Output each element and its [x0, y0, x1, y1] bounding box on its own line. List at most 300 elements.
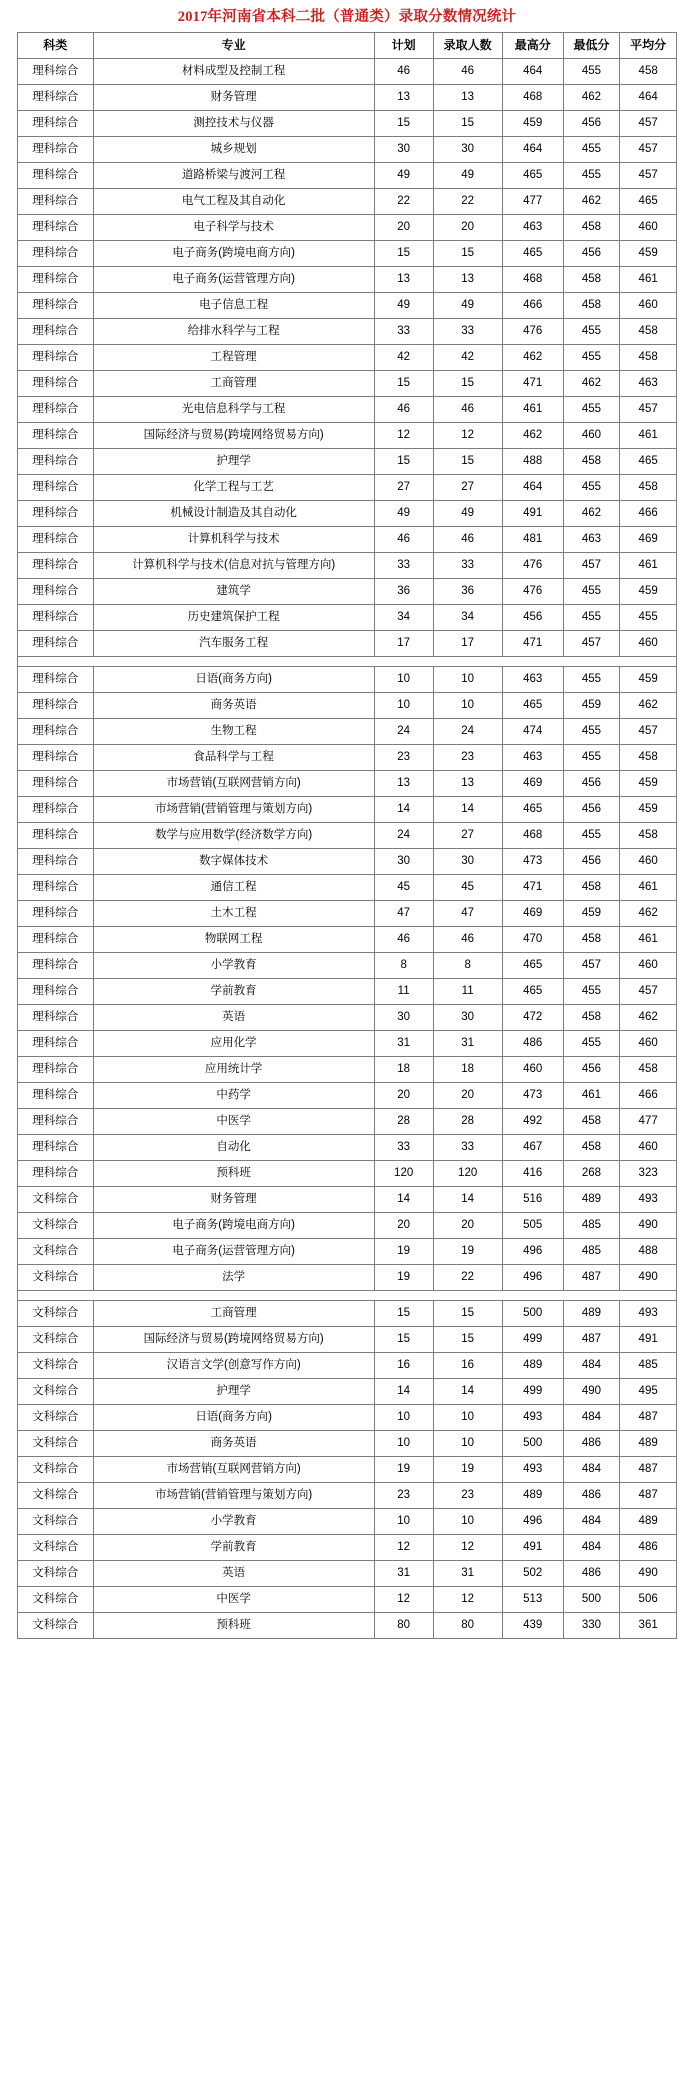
cell-admit: 10 — [433, 1509, 502, 1535]
table-row — [18, 215, 677, 241]
cell-min: 462 — [563, 85, 620, 111]
cell-min: 457 — [563, 953, 620, 979]
cell-plan: 46 — [374, 927, 433, 953]
cell-avg: 323 — [620, 1161, 677, 1187]
cell-min: 484 — [563, 1353, 620, 1379]
cell-type: 理科综合 — [18, 875, 94, 901]
table-row — [18, 1239, 677, 1265]
table-row — [18, 1431, 677, 1457]
table-row — [18, 475, 677, 501]
cell-admit: 18 — [433, 1057, 502, 1083]
header-row — [18, 33, 677, 59]
cell-plan: 30 — [374, 849, 433, 875]
table-row — [18, 1031, 677, 1057]
cell-max: 469 — [502, 771, 563, 797]
cell-avg: 458 — [620, 1057, 677, 1083]
cell-avg: 465 — [620, 449, 677, 475]
cell-type: 文科综合 — [18, 1457, 94, 1483]
cell-max: 464 — [502, 59, 563, 85]
cell-admit: 46 — [433, 397, 502, 423]
cell-plan: 20 — [374, 1213, 433, 1239]
cell-major: 国际经济与贸易(跨境网络贸易方向) — [93, 1327, 374, 1353]
cell-min: 484 — [563, 1457, 620, 1483]
cell-plan: 12 — [374, 423, 433, 449]
cell-type: 理科综合 — [18, 189, 94, 215]
table-row — [18, 371, 677, 397]
cell-avg: 462 — [620, 901, 677, 927]
cell-avg: 487 — [620, 1483, 677, 1509]
cell-avg: 457 — [620, 979, 677, 1005]
cell-major: 财务管理 — [93, 1187, 374, 1213]
cell-min: 330 — [563, 1613, 620, 1639]
cell-min: 462 — [563, 189, 620, 215]
cell-max: 416 — [502, 1161, 563, 1187]
cell-admit: 30 — [433, 1005, 502, 1031]
cell-plan: 33 — [374, 1135, 433, 1161]
table-row — [18, 1613, 677, 1639]
cell-type: 文科综合 — [18, 1483, 94, 1509]
cell-type: 文科综合 — [18, 1509, 94, 1535]
table-row — [18, 397, 677, 423]
cell-admit: 12 — [433, 423, 502, 449]
table-row — [18, 1213, 677, 1239]
table-row — [18, 1265, 677, 1291]
cell-major: 中医学 — [93, 1109, 374, 1135]
cell-type: 文科综合 — [18, 1213, 94, 1239]
cell-min: 455 — [563, 579, 620, 605]
cell-plan: 20 — [374, 1083, 433, 1109]
cell-admit: 15 — [433, 111, 502, 137]
cell-max: 464 — [502, 137, 563, 163]
column-header-min: 最低分 — [563, 33, 620, 59]
cell-min: 489 — [563, 1301, 620, 1327]
cell-max: 462 — [502, 345, 563, 371]
cell-type: 理科综合 — [18, 667, 94, 693]
cell-type: 理科综合 — [18, 423, 94, 449]
cell-max: 467 — [502, 1135, 563, 1161]
cell-avg: 465 — [620, 189, 677, 215]
cell-type: 理科综合 — [18, 85, 94, 111]
cell-major: 小学教育 — [93, 953, 374, 979]
cell-avg: 460 — [620, 631, 677, 657]
table-row — [18, 163, 677, 189]
cell-admit: 14 — [433, 1187, 502, 1213]
table-row — [18, 631, 677, 657]
cell-max: 500 — [502, 1431, 563, 1457]
table-row — [18, 875, 677, 901]
table-row — [18, 241, 677, 267]
cell-major: 汽车服务工程 — [93, 631, 374, 657]
cell-plan: 10 — [374, 1431, 433, 1457]
cell-plan: 15 — [374, 241, 433, 267]
cell-major: 应用化学 — [93, 1031, 374, 1057]
cell-major: 道路桥梁与渡河工程 — [93, 163, 374, 189]
cell-major: 护理学 — [93, 449, 374, 475]
cell-major: 汉语言文学(创意写作方向) — [93, 1353, 374, 1379]
cell-admit: 31 — [433, 1561, 502, 1587]
cell-major: 英语 — [93, 1005, 374, 1031]
table-row — [18, 137, 677, 163]
table-row — [18, 605, 677, 631]
column-header-type: 科类 — [18, 33, 94, 59]
cell-plan: 49 — [374, 501, 433, 527]
cell-admit: 49 — [433, 501, 502, 527]
cell-max: 489 — [502, 1483, 563, 1509]
cell-type: 文科综合 — [18, 1613, 94, 1639]
cell-major: 数学与应用数学(经济数学方向) — [93, 823, 374, 849]
table-row — [18, 345, 677, 371]
cell-type: 理科综合 — [18, 397, 94, 423]
cell-admit: 12 — [433, 1535, 502, 1561]
cell-type: 理科综合 — [18, 771, 94, 797]
cell-max: 465 — [502, 797, 563, 823]
cell-plan: 49 — [374, 293, 433, 319]
cell-admit: 46 — [433, 59, 502, 85]
cell-major: 测控技术与仪器 — [93, 111, 374, 137]
cell-min: 455 — [563, 979, 620, 1005]
cell-plan: 45 — [374, 875, 433, 901]
cell-admit: 12 — [433, 1587, 502, 1613]
table-row — [18, 423, 677, 449]
cell-admit: 33 — [433, 1135, 502, 1161]
cell-admit: 20 — [433, 1083, 502, 1109]
cell-avg: 459 — [620, 771, 677, 797]
cell-type: 理科综合 — [18, 631, 94, 657]
cell-type: 理科综合 — [18, 797, 94, 823]
table-row — [18, 1509, 677, 1535]
cell-plan: 15 — [374, 371, 433, 397]
cell-type: 理科综合 — [18, 553, 94, 579]
cell-min: 459 — [563, 901, 620, 927]
cell-min: 458 — [563, 293, 620, 319]
table-row — [18, 1161, 677, 1187]
cell-admit: 33 — [433, 553, 502, 579]
cell-admit: 13 — [433, 771, 502, 797]
cell-min: 484 — [563, 1405, 620, 1431]
cell-max: 499 — [502, 1379, 563, 1405]
table-row — [18, 59, 677, 85]
cell-min: 456 — [563, 241, 620, 267]
cell-plan: 15 — [374, 111, 433, 137]
cell-admit: 15 — [433, 449, 502, 475]
cell-major: 护理学 — [93, 1379, 374, 1405]
cell-type: 理科综合 — [18, 345, 94, 371]
cell-admit: 24 — [433, 719, 502, 745]
group-spacer-cell — [18, 1291, 677, 1301]
table-row — [18, 579, 677, 605]
cell-type: 理科综合 — [18, 1161, 94, 1187]
cell-admit: 10 — [433, 667, 502, 693]
cell-admit: 120 — [433, 1161, 502, 1187]
cell-plan: 14 — [374, 1187, 433, 1213]
column-header-major: 专业 — [93, 33, 374, 59]
cell-max: 500 — [502, 1301, 563, 1327]
cell-admit: 46 — [433, 927, 502, 953]
cell-avg: 485 — [620, 1353, 677, 1379]
cell-plan: 15 — [374, 1327, 433, 1353]
cell-max: 465 — [502, 163, 563, 189]
cell-avg: 462 — [620, 1005, 677, 1031]
cell-max: 462 — [502, 423, 563, 449]
table-row — [18, 719, 677, 745]
cell-major: 电气工程及其自动化 — [93, 189, 374, 215]
cell-type: 理科综合 — [18, 605, 94, 631]
cell-min: 458 — [563, 1135, 620, 1161]
cell-plan: 12 — [374, 1587, 433, 1613]
cell-avg: 489 — [620, 1431, 677, 1457]
cell-min: 455 — [563, 397, 620, 423]
cell-type: 理科综合 — [18, 527, 94, 553]
cell-type: 理科综合 — [18, 979, 94, 1005]
cell-plan: 19 — [374, 1265, 433, 1291]
cell-min: 485 — [563, 1213, 620, 1239]
cell-admit: 15 — [433, 1301, 502, 1327]
cell-max: 468 — [502, 267, 563, 293]
cell-major: 食品科学与工程 — [93, 745, 374, 771]
cell-min: 486 — [563, 1561, 620, 1587]
cell-admit: 15 — [433, 1327, 502, 1353]
cell-max: 496 — [502, 1265, 563, 1291]
table-row — [18, 1187, 677, 1213]
cell-plan: 27 — [374, 475, 433, 501]
cell-admit: 30 — [433, 137, 502, 163]
cell-max: 474 — [502, 719, 563, 745]
cell-type: 理科综合 — [18, 475, 94, 501]
cell-major: 光电信息科学与工程 — [93, 397, 374, 423]
cell-plan: 30 — [374, 1005, 433, 1031]
cell-avg: 487 — [620, 1405, 677, 1431]
cell-admit: 80 — [433, 1613, 502, 1639]
cell-min: 500 — [563, 1587, 620, 1613]
cell-type: 理科综合 — [18, 1057, 94, 1083]
cell-major: 物联网工程 — [93, 927, 374, 953]
cell-min: 487 — [563, 1265, 620, 1291]
cell-plan: 30 — [374, 137, 433, 163]
table-row — [18, 1457, 677, 1483]
cell-avg: 486 — [620, 1535, 677, 1561]
cell-type: 文科综合 — [18, 1379, 94, 1405]
cell-max: 463 — [502, 667, 563, 693]
cell-min: 455 — [563, 1031, 620, 1057]
cell-min: 458 — [563, 267, 620, 293]
table-row — [18, 189, 677, 215]
cell-plan: 36 — [374, 579, 433, 605]
page-title: 2017年河南省本科二批（普通类）录取分数情况统计 — [177, 9, 517, 25]
cell-admit: 20 — [433, 215, 502, 241]
cell-major: 电子商务(运营管理方向) — [93, 1239, 374, 1265]
cell-major: 中药学 — [93, 1083, 374, 1109]
cell-type: 文科综合 — [18, 1239, 94, 1265]
cell-min: 484 — [563, 1535, 620, 1561]
cell-avg: 493 — [620, 1301, 677, 1327]
cell-type: 理科综合 — [18, 111, 94, 137]
cell-max: 439 — [502, 1613, 563, 1639]
cell-admit: 17 — [433, 631, 502, 657]
cell-admit: 34 — [433, 605, 502, 631]
cell-plan: 8 — [374, 953, 433, 979]
cell-admit: 22 — [433, 189, 502, 215]
cell-type: 理科综合 — [18, 319, 94, 345]
cell-type: 文科综合 — [18, 1561, 94, 1587]
table-row — [18, 553, 677, 579]
cell-min: 456 — [563, 1057, 620, 1083]
cell-min: 455 — [563, 475, 620, 501]
column-header-avg: 平均分 — [620, 33, 677, 59]
cell-plan: 31 — [374, 1031, 433, 1057]
cell-major: 商务英语 — [93, 1431, 374, 1457]
table-row — [18, 771, 677, 797]
cell-admit: 20 — [433, 1213, 502, 1239]
table-row — [18, 953, 677, 979]
cell-type: 理科综合 — [18, 449, 94, 475]
cell-avg: 491 — [620, 1327, 677, 1353]
cell-plan: 14 — [374, 797, 433, 823]
cell-avg: 460 — [620, 1135, 677, 1161]
cell-max: 464 — [502, 475, 563, 501]
cell-type: 理科综合 — [18, 849, 94, 875]
table-row — [18, 927, 677, 953]
cell-admit: 33 — [433, 319, 502, 345]
cell-avg: 506 — [620, 1587, 677, 1613]
cell-max: 513 — [502, 1587, 563, 1613]
cell-plan: 19 — [374, 1239, 433, 1265]
cell-plan: 24 — [374, 823, 433, 849]
cell-major: 数字媒体技术 — [93, 849, 374, 875]
cell-avg: 459 — [620, 579, 677, 605]
cell-plan: 34 — [374, 605, 433, 631]
cell-plan: 28 — [374, 1109, 433, 1135]
cell-plan: 120 — [374, 1161, 433, 1187]
cell-max: 472 — [502, 1005, 563, 1031]
cell-plan: 22 — [374, 189, 433, 215]
cell-min: 458 — [563, 875, 620, 901]
cell-type: 文科综合 — [18, 1587, 94, 1613]
cell-admit: 19 — [433, 1457, 502, 1483]
cell-avg: 466 — [620, 1083, 677, 1109]
cell-plan: 46 — [374, 527, 433, 553]
cell-major: 城乡规划 — [93, 137, 374, 163]
table-row — [18, 1379, 677, 1405]
cell-plan: 12 — [374, 1535, 433, 1561]
cell-min: 455 — [563, 163, 620, 189]
cell-avg: 459 — [620, 797, 677, 823]
cell-max: 481 — [502, 527, 563, 553]
cell-plan: 20 — [374, 215, 433, 241]
cell-admit: 49 — [433, 163, 502, 189]
cell-type: 文科综合 — [18, 1301, 94, 1327]
table-row — [18, 1587, 677, 1613]
cell-plan: 31 — [374, 1561, 433, 1587]
cell-type: 理科综合 — [18, 59, 94, 85]
cell-admit: 27 — [433, 823, 502, 849]
cell-max: 461 — [502, 397, 563, 423]
group-spacer-row — [18, 1291, 677, 1301]
cell-type: 文科综合 — [18, 1265, 94, 1291]
cell-max: 463 — [502, 215, 563, 241]
cell-type: 文科综合 — [18, 1405, 94, 1431]
cell-major: 小学教育 — [93, 1509, 374, 1535]
cell-plan: 11 — [374, 979, 433, 1005]
cell-type: 文科综合 — [18, 1327, 94, 1353]
cell-max: 493 — [502, 1405, 563, 1431]
table-row — [18, 85, 677, 111]
cell-major: 日语(商务方向) — [93, 667, 374, 693]
cell-admit: 19 — [433, 1239, 502, 1265]
cell-max: 470 — [502, 927, 563, 953]
cell-avg: 459 — [620, 667, 677, 693]
cell-min: 455 — [563, 137, 620, 163]
cell-major: 工商管理 — [93, 371, 374, 397]
table-row — [18, 1561, 677, 1587]
cell-admit: 49 — [433, 293, 502, 319]
cell-max: 489 — [502, 1353, 563, 1379]
cell-avg: 460 — [620, 1031, 677, 1057]
table-row — [18, 797, 677, 823]
cell-avg: 466 — [620, 501, 677, 527]
cell-admit: 14 — [433, 1379, 502, 1405]
cell-min: 459 — [563, 693, 620, 719]
cell-major: 电子商务(运营管理方向) — [93, 267, 374, 293]
cell-type: 文科综合 — [18, 1187, 94, 1213]
cell-admit: 10 — [433, 693, 502, 719]
column-header-max: 最高分 — [502, 33, 563, 59]
cell-plan: 23 — [374, 1483, 433, 1509]
cell-avg: 461 — [620, 267, 677, 293]
cell-min: 458 — [563, 1005, 620, 1031]
cell-admit: 22 — [433, 1265, 502, 1291]
cell-major: 法学 — [93, 1265, 374, 1291]
cell-major: 计算机科学与技术(信息对抗与管理方向) — [93, 553, 374, 579]
cell-max: 463 — [502, 745, 563, 771]
cell-type: 理科综合 — [18, 901, 94, 927]
cell-major: 工商管理 — [93, 1301, 374, 1327]
cell-type: 文科综合 — [18, 1535, 94, 1561]
table-row — [18, 745, 677, 771]
table-row — [18, 1301, 677, 1327]
table-row — [18, 319, 677, 345]
cell-avg: 458 — [620, 345, 677, 371]
cell-avg: 487 — [620, 1457, 677, 1483]
cell-type: 理科综合 — [18, 1135, 94, 1161]
cell-avg: 455 — [620, 605, 677, 631]
cell-admit: 45 — [433, 875, 502, 901]
cell-avg: 457 — [620, 137, 677, 163]
cell-admit: 10 — [433, 1405, 502, 1431]
cell-type: 文科综合 — [18, 1353, 94, 1379]
cell-admit: 47 — [433, 901, 502, 927]
cell-major: 电子科学与技术 — [93, 215, 374, 241]
cell-min: 455 — [563, 823, 620, 849]
cell-admit: 27 — [433, 475, 502, 501]
cell-avg: 493 — [620, 1187, 677, 1213]
cell-type: 理科综合 — [18, 371, 94, 397]
cell-avg: 461 — [620, 553, 677, 579]
cell-max: 465 — [502, 979, 563, 1005]
cell-major: 预科班 — [93, 1613, 374, 1639]
cell-plan: 13 — [374, 85, 433, 111]
cell-max: 491 — [502, 1535, 563, 1561]
cell-admit: 15 — [433, 371, 502, 397]
cell-type: 理科综合 — [18, 719, 94, 745]
cell-major: 给排水科学与工程 — [93, 319, 374, 345]
cell-admit: 42 — [433, 345, 502, 371]
cell-admit: 23 — [433, 1483, 502, 1509]
cell-avg: 460 — [620, 215, 677, 241]
cell-plan: 33 — [374, 553, 433, 579]
cell-major: 自动化 — [93, 1135, 374, 1161]
cell-admit: 46 — [433, 527, 502, 553]
cell-min: 462 — [563, 501, 620, 527]
